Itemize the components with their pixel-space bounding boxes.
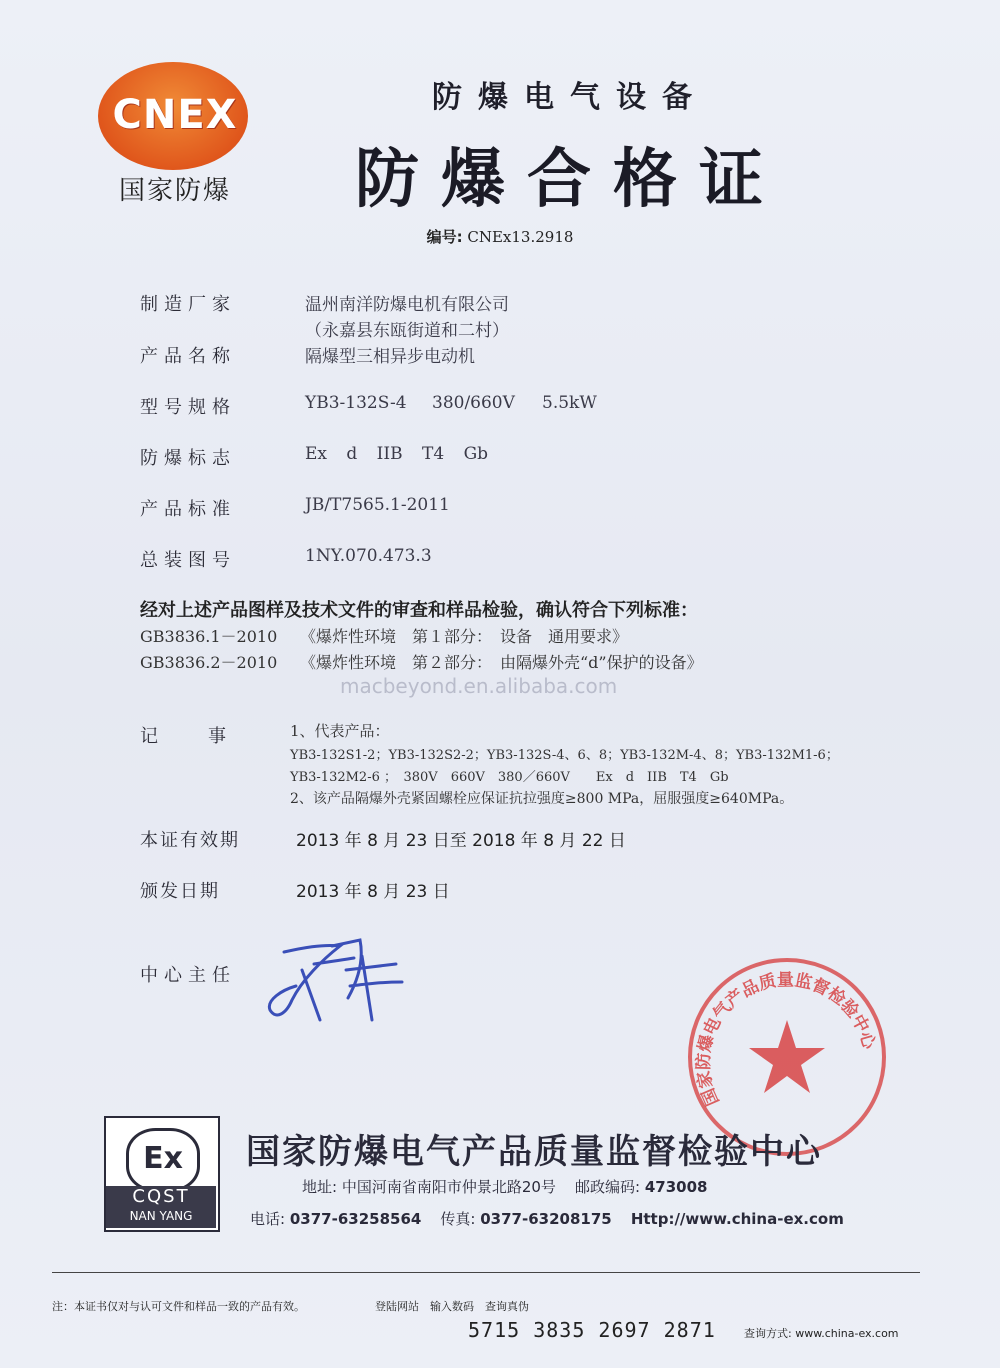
ex-mark-icon: Ex	[126, 1128, 200, 1192]
drawing-value: 1NY.070.473.3	[305, 546, 432, 566]
manufacturer-address: （永嘉县东瓯街道和二村）	[305, 321, 509, 341]
logo-brand: CNEX	[112, 92, 238, 138]
standard-label: 产品标准	[140, 499, 236, 520]
query-site[interactable]: www.china-ex.com	[795, 1327, 899, 1340]
query-label: 查询方式:	[744, 1327, 792, 1340]
note-line: 1、代表产品：	[290, 722, 390, 740]
model-label: 型号规格	[140, 397, 236, 418]
note-line: YB3-132M2-6 ； 380V 660V 380／660V Ex d IIB T4 Gb	[290, 770, 729, 785]
model-value: YB3-132S-4	[305, 393, 407, 413]
manufacturer-label: 制造厂家	[140, 294, 236, 315]
certificate-number	[300, 226, 700, 247]
voltage-value: 380/660V	[432, 393, 515, 413]
standard-code: GB3836.2－2010	[140, 653, 278, 672]
ex-mark-label: 防爆标志	[140, 448, 236, 469]
manufacturer-name: 温州南洋防爆电机有限公司	[305, 295, 509, 315]
tel-value: 0377-63258564	[289, 1210, 422, 1228]
standard-title: 《爆炸性环境 第２部分： 由隔爆外壳“d”保护的设备》	[300, 653, 703, 672]
seal-text: 国家防爆电气产品质量监督检验中心	[693, 970, 879, 1109]
standard-row	[140, 650, 703, 673]
drawing-label: 总装图号	[140, 550, 236, 571]
issue-value: 2013 年 8 月 23 日	[296, 882, 450, 902]
director-label: 中心主任	[140, 965, 236, 986]
product-label: 产品名称	[140, 346, 236, 367]
director-signature	[262, 930, 412, 1030]
product-value: 隔爆型三相异步电动机	[305, 347, 475, 367]
postcode-value: 473008	[644, 1178, 708, 1196]
star-icon	[749, 1020, 825, 1093]
cert-no-value: CNEx13.2918	[467, 228, 574, 246]
watermark: macbeyond.en.alibaba.com	[340, 674, 618, 698]
standard-title: 《爆炸性环境 第１部分： 设备 通用要求》	[300, 627, 629, 646]
login-hint: 登陆网站 输入数码 查询真伪	[375, 1300, 529, 1313]
standard-value: JB/T7565.1-2011	[305, 495, 450, 515]
address-label: 地址:	[302, 1178, 338, 1196]
ex-mark-value: Ex d IIB T4 Gb	[305, 444, 489, 464]
note-line: YB3-132S1-2；YB3-132S2-2；YB3-132S-4、6、8；YB3-132M-4、8；YB3-132M1-6；	[290, 748, 839, 763]
cert-no-label: 编号:	[426, 228, 463, 246]
power-value: 5.5kW	[542, 393, 597, 413]
title-small: 防爆电气设备	[432, 80, 708, 115]
validity-value: 2013 年 8 月 23 日至 2018 年 8 月 22 日	[296, 831, 626, 851]
logo-subtitle: 国家防爆	[118, 176, 231, 206]
cqst-name: CQST	[132, 1186, 190, 1207]
verification-code: 5715 3835 2697 2871	[468, 1318, 716, 1342]
cqst-city: NAN YANG	[129, 1209, 193, 1223]
validity-label: 本证有效期	[140, 830, 240, 851]
query-info	[744, 1325, 899, 1341]
page-title: 防爆合格证	[355, 143, 785, 217]
footer-divider	[52, 1272, 920, 1273]
address-value: 中国河南省南阳市仲景北路20号	[341, 1178, 556, 1196]
standard-code: GB3836.1－2010	[140, 627, 278, 646]
note-line: 2、该产品隔爆外壳紧固螺栓应保证抗拉强度≥800 MPa，屈服强度≥640MPa。	[290, 791, 794, 807]
disclaimer: 注：本证书仅对与认可文件和样品一致的产品有效。	[52, 1300, 305, 1313]
standard-row	[140, 624, 628, 647]
fax-label: 传真:	[440, 1210, 476, 1228]
contact-line	[250, 1208, 844, 1229]
postcode-label: 邮政编码:	[575, 1178, 641, 1196]
notes-label: 记 事	[140, 726, 242, 747]
issue-label: 颁发日期	[140, 881, 220, 902]
address-line	[302, 1176, 707, 1197]
fax-value: 0377-63208175	[480, 1210, 612, 1228]
organization-name: 国家防爆电气产品质量监督检验中心	[246, 1132, 822, 1172]
website-link[interactable]: Http://www.china-ex.com	[630, 1210, 844, 1228]
tel-label: 电话:	[250, 1210, 286, 1228]
compliance-statement: 经对上述产品图样及技术文件的审查和样品检验，确认符合下列标准：	[140, 600, 698, 621]
